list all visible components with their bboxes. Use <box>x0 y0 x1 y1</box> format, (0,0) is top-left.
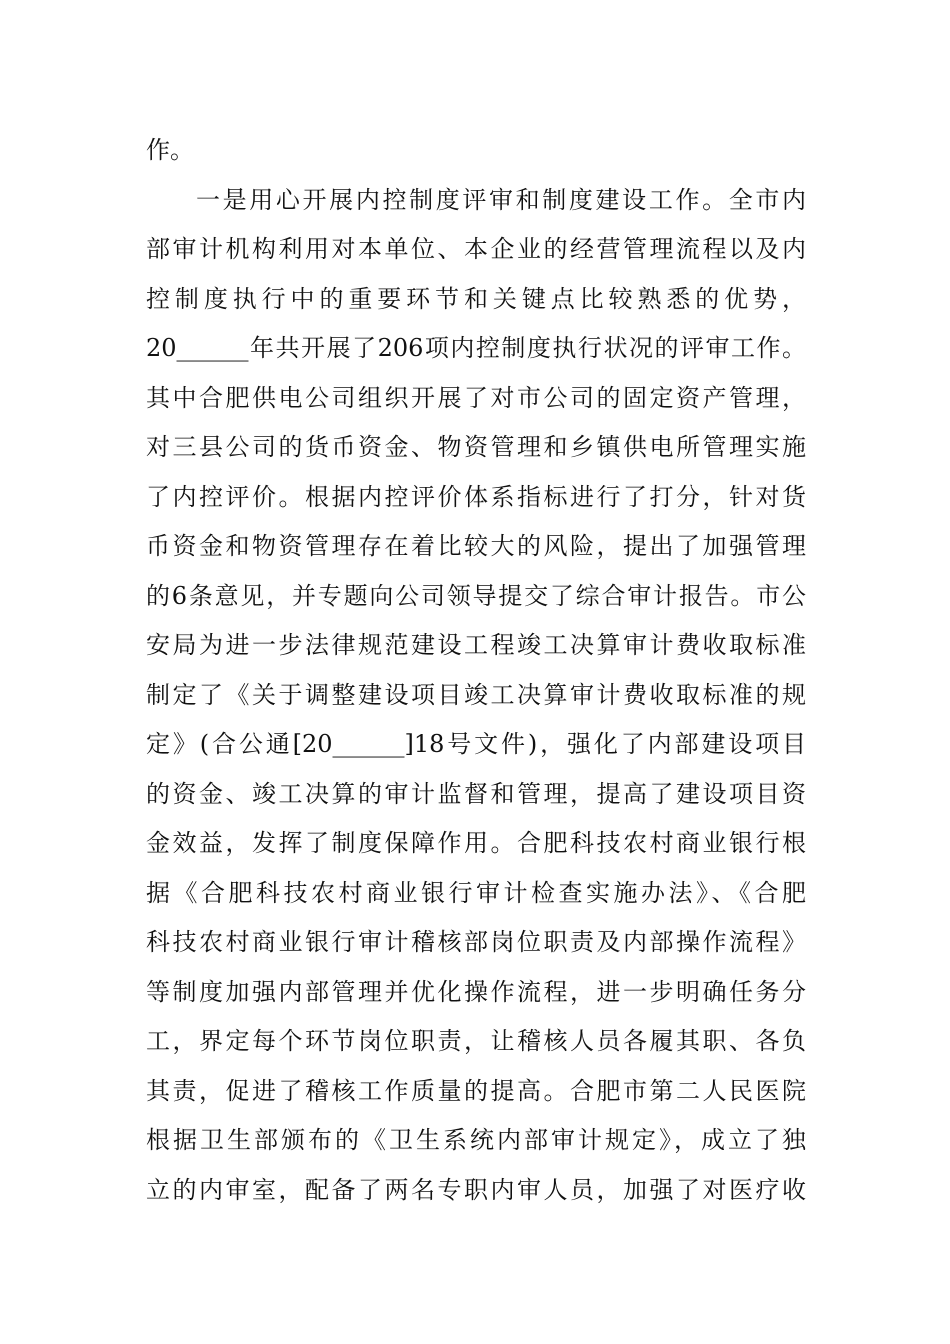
text-line: 科技农村商业银行审计稽核部岗位职责及内部操作流程》 <box>146 928 806 956</box>
text-line: 据《合肥科技农村商业银行审计检查实施办法》、《合肥 <box>146 878 806 907</box>
text-line: 了内控评价。根据内控评价体系指标进行了打分，针对货 <box>146 482 806 511</box>
text-line: 立的内审室，配备了两名专职内审人员，加强了对医疗收 <box>146 1175 806 1204</box>
text-line: 一是用心开展内控制度评审和制度建设工作。全市内 <box>196 185 806 214</box>
text-line: 部审计机构利用对本单位、本企业的经营管理流程以及内 <box>146 235 806 263</box>
text-line: 等制度加强内部管理并优化操作流程，进一步明确任务分 <box>146 977 806 1006</box>
text-line: 的资金、竣工决算的审计监督和管理，提高了建设项目资 <box>146 779 806 808</box>
text-line: 定》(合公通[20______]18号文件)，强化了内部建设项目 <box>146 730 806 758</box>
text-line: 作。 <box>146 136 194 164</box>
text-line: 安局为进一步法律规范建设工程竣工决算审计费收取标准 <box>146 631 806 659</box>
text-line: 其责，促进了稽核工作质量的提高。合肥市第二人民医院 <box>146 1076 806 1105</box>
text-line: 根据卫生部颁布的《卫生系统内部审计规定》，成立了独 <box>146 1126 806 1154</box>
text-line: 20______年共开展了206项内控制度执行状况的评审工作。 <box>146 334 806 362</box>
text-line: 制定了《关于调整建设项目竣工决算审计费收取标准的规 <box>146 680 806 709</box>
text-line: 工，界定每个环节岗位职责，让稽核人员各履其职、各负 <box>146 1027 806 1055</box>
text-line: 控制度执行中的重要环节和关键点比较熟悉的优势， <box>146 284 806 313</box>
text-line: 币资金和物资管理存在着比较大的风险，提出了加强管理 <box>146 532 806 560</box>
text-line: 其中合肥供电公司组织开展了对市公司的固定资产管理， <box>146 383 806 412</box>
text-line: 对三县公司的货币资金、物资管理和乡镇供电所管理实施 <box>146 433 806 461</box>
text-line: 的6条意见，并专题向公司领导提交了综合审计报告。市公 <box>146 581 806 610</box>
text-line: 金效益，发挥了制度保障作用。合肥科技农村商业银行根 <box>146 829 806 857</box>
body-text <box>146 126 806 1215</box>
